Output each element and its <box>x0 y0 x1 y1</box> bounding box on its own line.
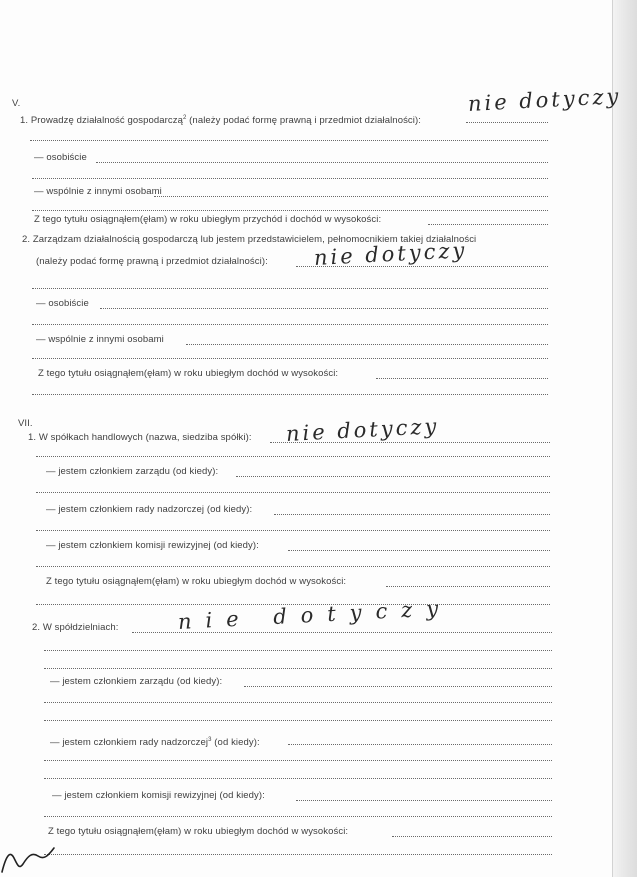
vii-item2-audit-line-2 <box>44 814 552 817</box>
v-item2-jointly: — wspólnie z innymi osobami <box>36 334 164 345</box>
v-item2-label-line1: 2. Zarządzam działalnością gospodarczą lub jestem przedstawicielem, pełnomocnikiem takiej działalności <box>22 234 477 245</box>
vii-item2-board-line-2 <box>44 700 552 703</box>
v-item1-handwritten-answer: nie dotyczy <box>467 83 622 116</box>
v-item1-jointly-line <box>154 194 548 197</box>
vii-item2-supervisory-line <box>288 742 552 745</box>
vii-item1-label: 1. W spółkach handlowych (nazwa, siedziba spółki): <box>28 432 252 443</box>
v-item1-income-line <box>428 222 548 225</box>
vii-item1-supervisory-line-2 <box>36 528 550 531</box>
vii-item1-audit-line-2 <box>36 564 550 567</box>
v-item2-label-line2: (należy podać formę prawną i przedmiot działalności): <box>36 256 268 267</box>
v-item2-income-line <box>376 376 548 379</box>
vii-item2-supervisory-line-2 <box>44 758 552 761</box>
vii-item1-board-line-2 <box>36 490 550 493</box>
handwritten-initials-mark <box>0 838 60 874</box>
vii-item1-supervisory-line <box>274 512 550 515</box>
vii-item1-income-line <box>386 584 550 587</box>
vii-item2-income-line <box>392 834 552 837</box>
v-item2-income-line-2 <box>32 392 548 395</box>
vii-item1-audit: — jestem członkiem komisji rewizyjnej (od kiedy): <box>46 540 259 551</box>
section-vii-heading: VII. <box>18 418 33 429</box>
vii-item2-supervisory-line-3 <box>44 776 552 779</box>
v-item1-personally-line <box>96 160 548 163</box>
vii-item2-label: 2. W spółdzielniach: <box>32 622 119 633</box>
v-item2-personally: — osobiście <box>36 298 89 309</box>
vii-item2-audit: — jestem członkiem komisji rewizyjnej (od kiedy): <box>52 790 265 801</box>
vii-item2-board: — jestem członkiem zarządu (od kiedy): <box>50 676 223 687</box>
vii-item1-board: — jestem członkiem zarządu (od kiedy): <box>46 466 219 477</box>
vii-item1-supervisory: — jestem członkiem rady nadzorczej (od kiedy): <box>46 504 253 515</box>
vii-item1-handwritten-answer: nie dotyczy <box>285 413 440 446</box>
v-item1-line-2 <box>30 138 548 141</box>
v-item1-jointly: — wspólnie z innymi osobami <box>34 186 162 197</box>
vii-item2-income-line-2 <box>44 852 552 855</box>
v-item1-answer-line <box>466 120 548 123</box>
v-item1-income: Z tego tytułu osiągnąłem(ęłam) w roku ubiegłym przychód i dochód w wysokości: <box>34 214 382 225</box>
vii-item2-supervisory-rest: (od kiedy): <box>214 737 260 749</box>
v-item2-line-2 <box>32 286 548 289</box>
v-item2-jointly-line-2 <box>32 356 548 359</box>
vii-item1-line-2 <box>36 454 550 457</box>
page-edge <box>612 0 637 877</box>
v-item1-personally: — osobiście <box>34 152 87 163</box>
vii-item2-supervisory <box>50 734 260 749</box>
vii-item2-line-3 <box>44 666 552 669</box>
vii-item2-handwritten-answer: nie dotyczy <box>177 595 453 634</box>
vii-item1-income: Z tego tytułu osiągnąłem(ęłam) w roku ubiegłym dochód w wysokości: <box>46 576 347 587</box>
footnote-marker: 2 <box>182 115 187 121</box>
vii-item1-audit-line <box>288 548 550 551</box>
vii-item1-board-line <box>236 474 550 477</box>
footnote-marker: 3 <box>208 737 212 743</box>
vii-item2-audit-line <box>296 798 552 801</box>
v-item2-personally-line-2 <box>32 322 548 325</box>
v-item1-label-rest: (należy podać formę prawną i przedmiot działalności): <box>189 115 421 127</box>
vii-item2-supervisory-text: — jestem członkiem rady nadzorczej <box>50 737 209 749</box>
v-item1-jointly-line-2 <box>32 208 548 211</box>
v-item1-personally-line-2 <box>32 176 548 179</box>
section-v-heading: V. <box>12 98 21 109</box>
v-item2-personally-line <box>100 306 548 309</box>
v-item2-handwritten-answer: nie dotyczy <box>313 237 468 270</box>
vii-item2-line-2 <box>44 648 552 651</box>
v-item1-label <box>20 112 421 127</box>
v-item2-jointly-line <box>186 342 548 345</box>
v-item2-income: Z tego tytułu osiągnąłem(ęłam) w roku ubiegłym dochód w wysokości: <box>38 368 339 379</box>
vii-item2-board-line <box>244 684 552 687</box>
vii-item2-income: Z tego tytułu osiągnąłem(ęłam) w roku ubiegłym dochód w wysokości: <box>48 826 349 837</box>
vii-item2-board-line-3 <box>44 718 552 721</box>
v-item1-label-text: 1. Prowadzę działalność gospodarczą <box>20 115 183 127</box>
